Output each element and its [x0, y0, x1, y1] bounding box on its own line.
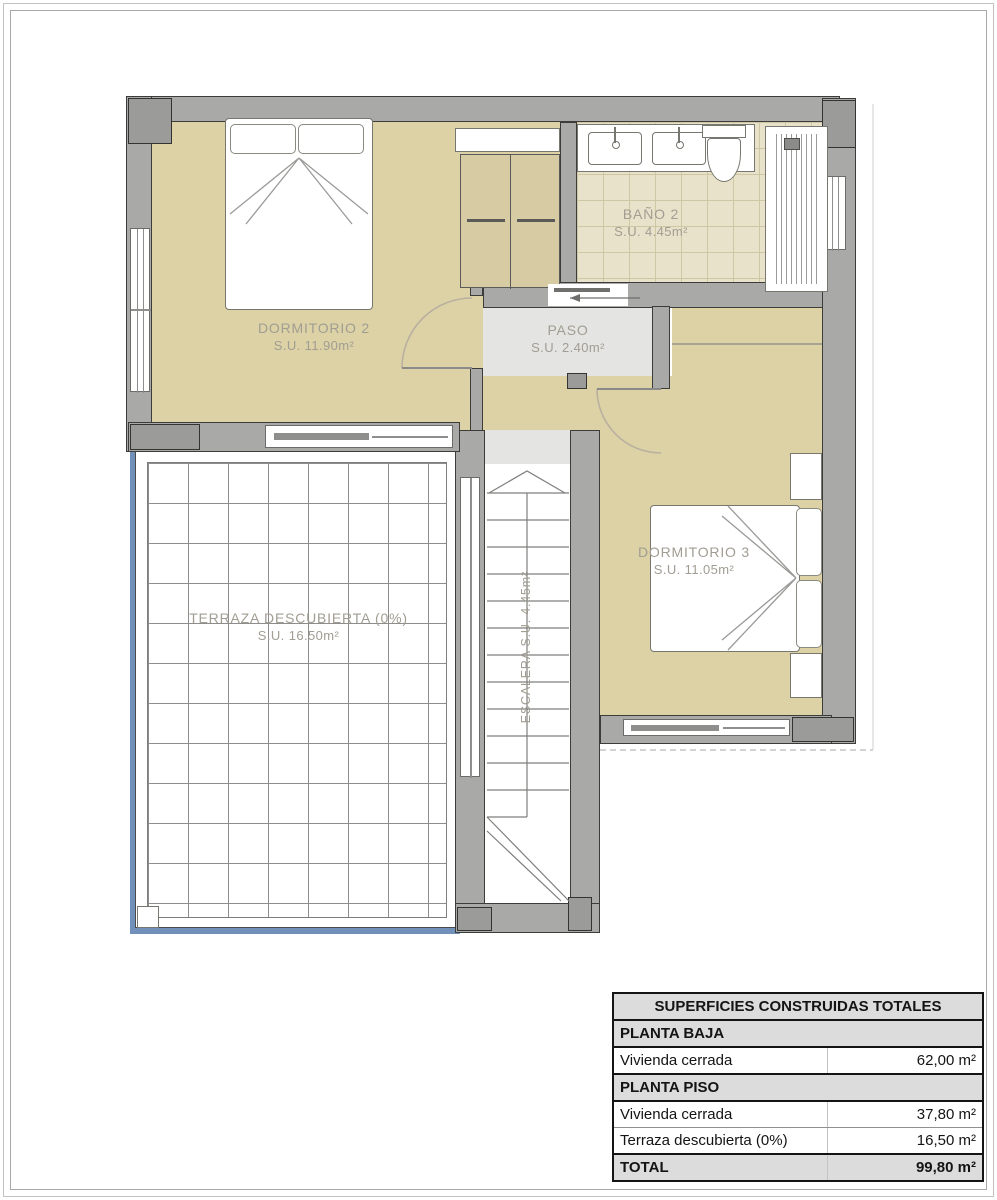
dormitorio2-name: DORMITORIO 2	[257, 320, 371, 336]
total-value: 99,80 m²	[828, 1154, 983, 1181]
pillow-dorm2-right	[298, 124, 364, 154]
terraza-area: S.U. 16.50m²	[257, 627, 340, 643]
window-stair-left	[460, 477, 480, 777]
dormitorio2-label	[214, 320, 414, 354]
escalera-name: ESCALERA	[518, 650, 533, 724]
piso-terraza-value: 16,50 m²	[828, 1128, 983, 1155]
dormitorio3-floor-upper	[672, 306, 822, 430]
stair-landing-floor	[485, 430, 570, 464]
terrace-grid	[147, 462, 447, 918]
paso-name: PASO	[547, 322, 589, 338]
window-dorm2-left	[130, 228, 150, 392]
floor-plan	[118, 92, 878, 972]
row-total	[613, 1154, 983, 1181]
piso-terraza-label: Terraza descubierta (0%)	[613, 1128, 828, 1155]
nightstand-dorm3-bottom	[790, 653, 822, 698]
wall-stair-right	[570, 430, 600, 905]
bed-dorm3	[650, 505, 800, 652]
bano2-area: S.U. 4.45m²	[614, 223, 688, 239]
planta-baja-label: PLANTA BAJA	[613, 1020, 983, 1047]
baja-vivienda-label: Vivienda cerrada	[613, 1047, 828, 1074]
dormitorio3-name: DORMITORIO 3	[637, 544, 751, 560]
total-label: TOTAL	[613, 1154, 828, 1181]
terraza-name: TERRAZA DESCUBIERTA (0%)	[189, 610, 408, 626]
row-piso-vivienda	[613, 1101, 983, 1128]
piso-vivienda-value: 37,80 m²	[828, 1101, 983, 1128]
window-dorm2-bottom	[265, 425, 453, 448]
wardrobe-shelf-dorm2	[455, 128, 560, 152]
pillar-stair-br	[568, 897, 592, 931]
dormitorio3-area: S.U. 11.05m²	[653, 561, 735, 577]
pillow-dorm3-top	[796, 508, 822, 576]
pillar-top-left	[128, 98, 172, 144]
sink-right	[652, 132, 706, 165]
terraza-label	[176, 610, 421, 644]
pillow-dorm3-bottom	[796, 580, 822, 648]
baja-vivienda-value: 62,00 m²	[828, 1047, 983, 1074]
pillar-stair-bl	[457, 907, 492, 931]
pillar-dorm3-br	[792, 717, 854, 742]
row-baja-vivienda	[613, 1047, 983, 1074]
bano2-name: BAÑO 2	[622, 206, 680, 222]
wall-stub-b	[567, 373, 587, 389]
sink-left	[588, 132, 642, 165]
escalera-area: S.U. 4.45m²	[518, 570, 533, 647]
toilet-tank	[702, 125, 746, 138]
window-dorm3-bottom	[623, 719, 790, 736]
paso-label	[508, 322, 628, 356]
terrace-railing-left	[130, 448, 135, 934]
dormitorio3-label	[604, 544, 784, 578]
section-planta-piso	[613, 1074, 983, 1101]
pillar-terrace-corner	[130, 424, 200, 450]
pillow-dorm2-left	[230, 124, 296, 154]
table-title-row	[613, 993, 983, 1020]
shower-drain	[784, 138, 800, 150]
piso-vivienda-label: Vivienda cerrada	[613, 1101, 828, 1128]
terrace-drain-box	[137, 906, 159, 928]
shower-tray-lines	[772, 134, 821, 284]
terrace-railing-bottom	[130, 928, 460, 934]
wall-paso-dorm3-divider	[652, 306, 670, 389]
bano2-label	[566, 206, 736, 240]
table-title: SUPERFICIES CONSTRUIDAS TOTALES	[613, 993, 983, 1020]
wall-dorm2-right	[470, 368, 483, 432]
section-planta-baja	[613, 1020, 983, 1047]
planta-piso-label: PLANTA PISO	[613, 1074, 983, 1101]
dormitorio2-area: S.U. 11.90m²	[273, 337, 355, 353]
paso-area: S.U. 2.40m²	[531, 339, 605, 355]
wardrobe-dorm2	[460, 154, 560, 288]
dormitorio2-floor-lower	[152, 290, 483, 430]
row-piso-terraza	[613, 1128, 983, 1155]
escalera-label	[480, 570, 572, 724]
nightstand-dorm3-top	[790, 453, 822, 500]
surfaces-table	[612, 992, 984, 1182]
